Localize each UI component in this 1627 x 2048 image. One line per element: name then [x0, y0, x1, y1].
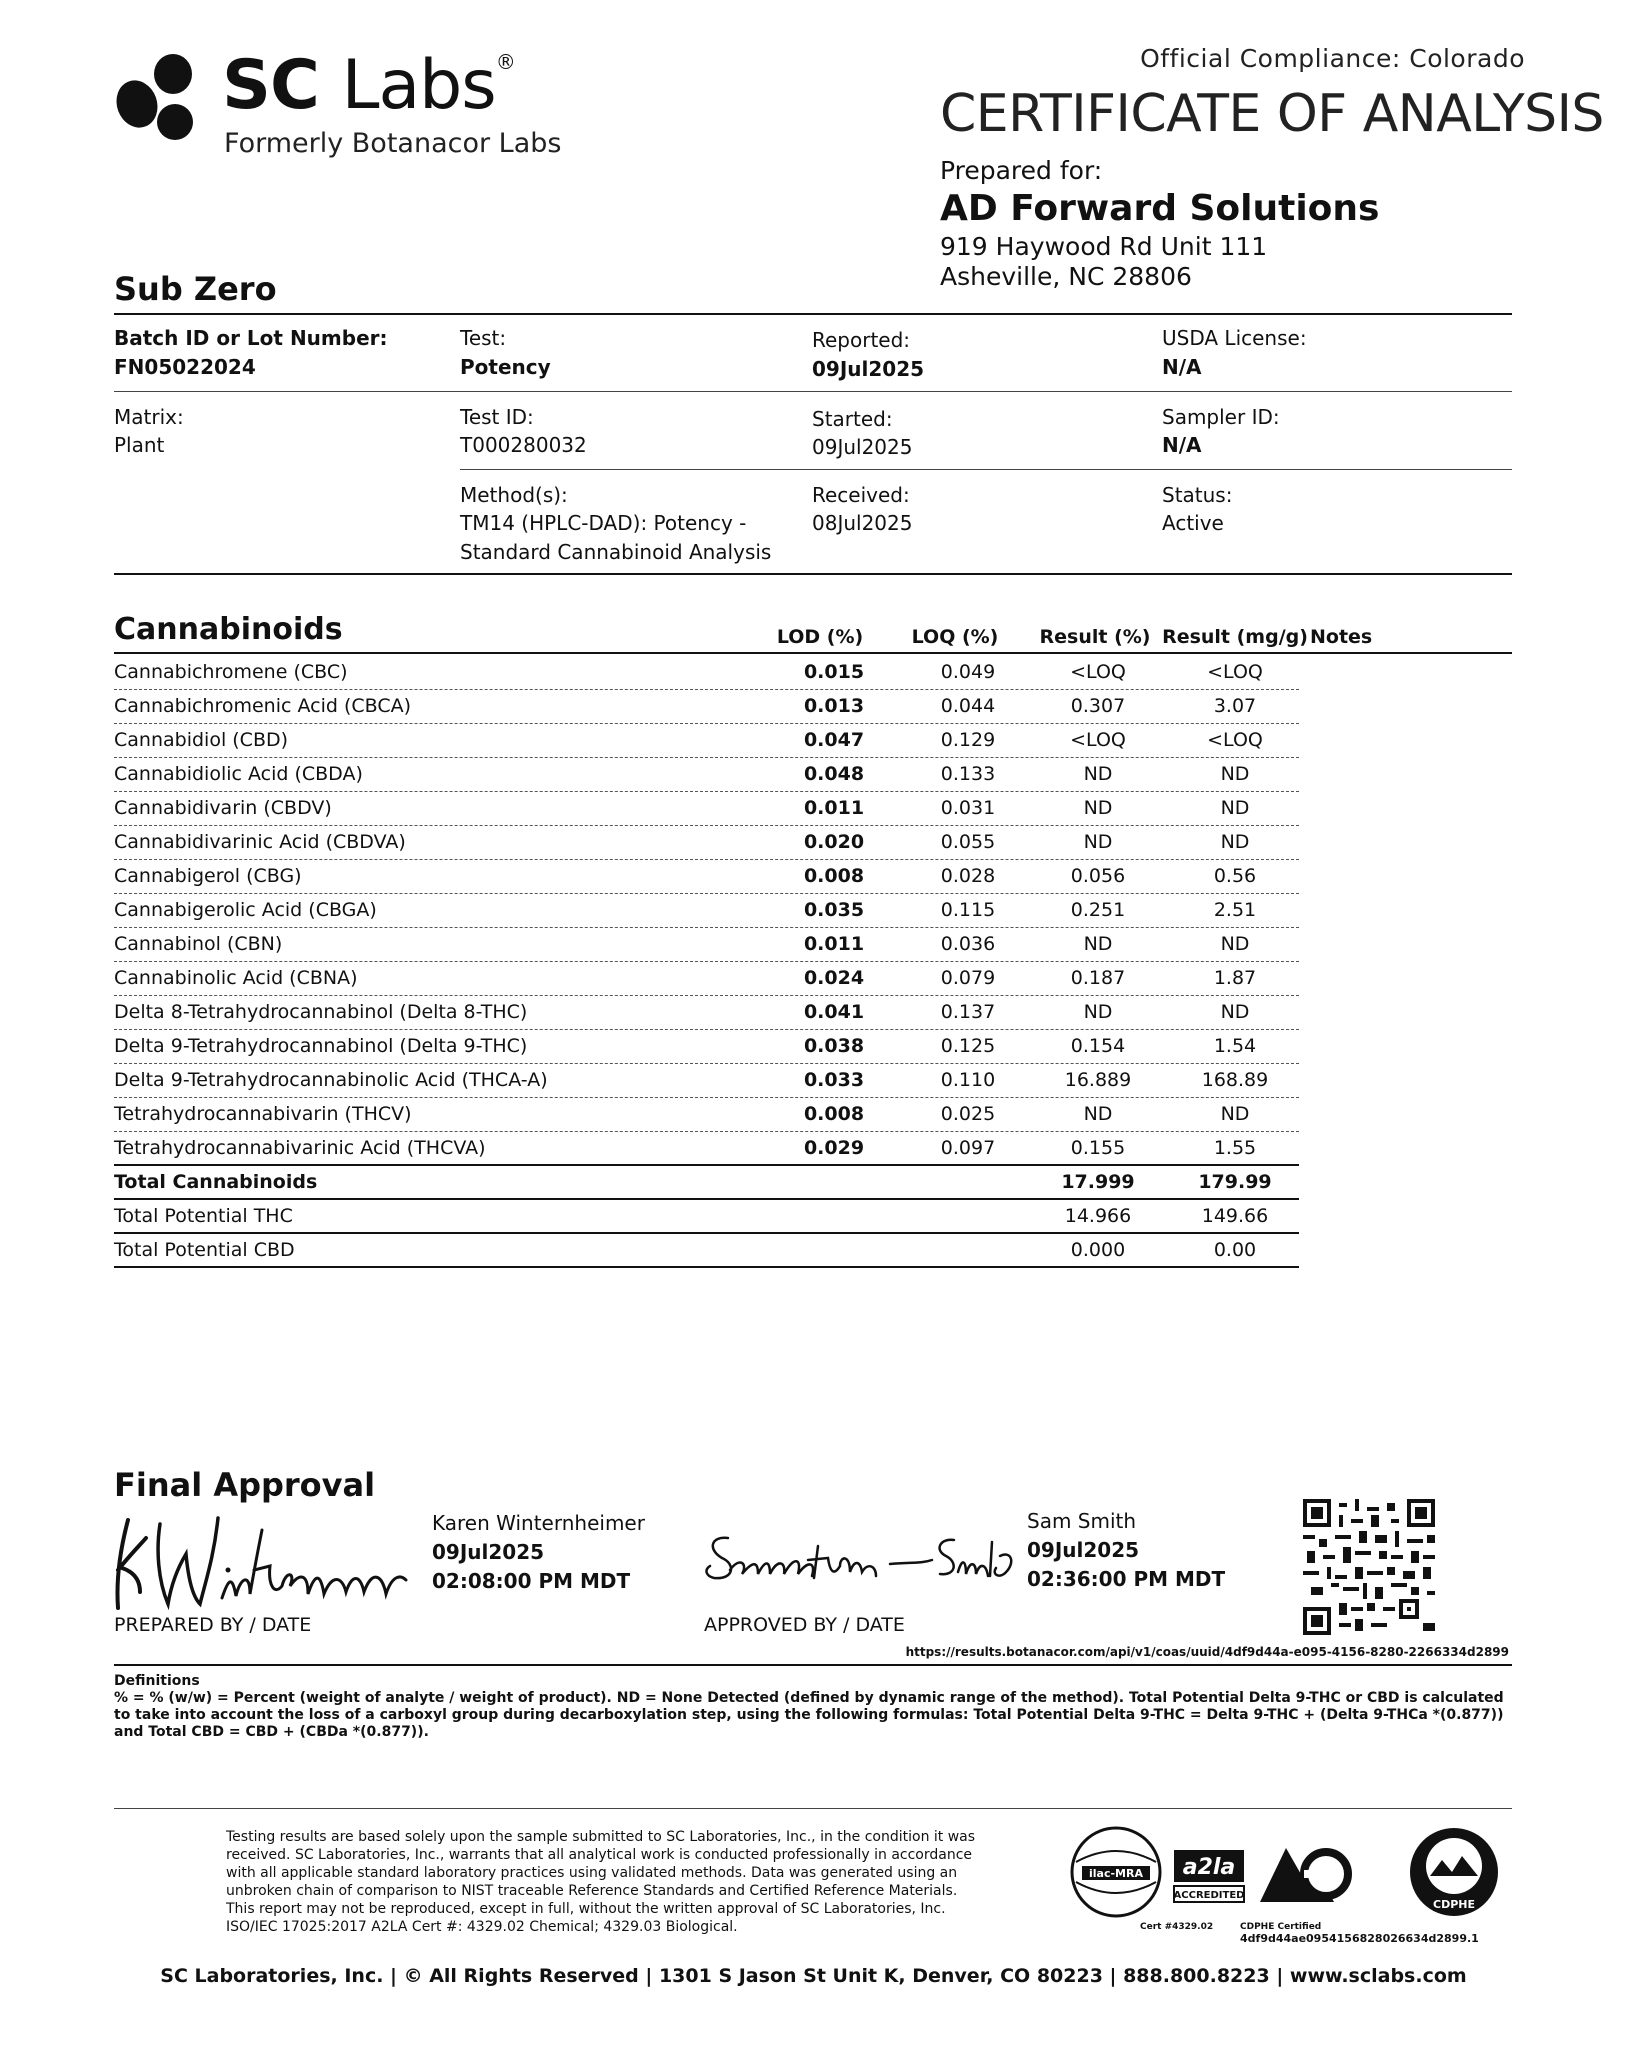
table-row [114, 792, 1299, 826]
table-row [114, 1132, 1299, 1166]
signer1-name: Karen Winternheimer [432, 1511, 645, 1535]
disclaimer-line: with all applicable standard laboratory practices using validated methods. Data was generated using an [226, 1865, 958, 1881]
total-result-mg: 179.99 [1198, 1171, 1272, 1193]
row-rule [114, 1266, 1299, 1268]
result-mg-value: ND [1220, 831, 1250, 853]
cannabinoid-name: Cannabichromene (CBC) [114, 661, 348, 683]
method-label: Method(s): [460, 483, 568, 507]
definitions-body: % = % (w/w) = Percent (weight of analyte / weight of product). ND = None Detected (defined by dynamic range of the method). Total Potential Delta 9-THC or CBD is calculated to take into account the loss of a carboxyl group during decarboxylation step, using the following formulas: Total Potential Delta 9-THC = Delta 9-THC + (Delta 9-THCa *(0.877)) and Total CBD = CBD + (CBDa *(0.877)). [114, 1690, 1504, 1740]
lod-value: 0.033 [803, 1069, 865, 1091]
result-pct-value: <LOQ [1070, 661, 1126, 683]
total-name: Total Potential THC [114, 1205, 293, 1227]
test-value: Potency [460, 355, 551, 379]
client-address-line1: 919 Haywood Rd Unit 111 [940, 232, 1268, 261]
definitions-heading: Definitions [114, 1673, 200, 1689]
lod-value: 0.008 [803, 865, 865, 887]
total-name: Total Cannabinoids [114, 1171, 318, 1193]
cannabinoid-name: Delta 9-Tetrahydrocannabinolic Acid (THCA-A) [114, 1069, 548, 1091]
loq-value: 0.115 [940, 899, 996, 921]
table-row [114, 996, 1299, 1030]
cannabinoid-name: Cannabigerolic Acid (CBGA) [114, 899, 377, 921]
lod-value: 0.020 [803, 831, 865, 853]
document-title: CERTIFICATE OF ANALYSIS [940, 84, 1604, 144]
cannabinoid-name: Cannabidiol (CBD) [114, 729, 289, 751]
total-result-pct: 14.966 [1064, 1205, 1132, 1227]
disclaimer [226, 1828, 1046, 1936]
test-label: Test: [460, 326, 507, 350]
signer2-name: Sam Smith [1027, 1509, 1137, 1533]
batch-value: FN05022024 [114, 355, 256, 379]
cannabinoid-name: Delta 9-Tetrahydrocannabinol (Delta 9-THC) [114, 1035, 528, 1057]
cannabinoid-name: Cannabichromenic Acid (CBCA) [114, 695, 412, 717]
cannabinoid-name: Tetrahydrocannabivarin (THCV) [114, 1103, 412, 1125]
header-result-mg: Result (mg/g) [1162, 626, 1308, 648]
table-row [114, 724, 1299, 758]
cdphe-certified-label: CDPHE Certified [1240, 1922, 1322, 1932]
loq-value: 0.097 [940, 1137, 996, 1159]
matrix-value: Plant [114, 433, 165, 457]
loq-value: 0.125 [940, 1035, 996, 1057]
result-pct-value: ND [1083, 1001, 1113, 1023]
cannabinoid-name: Cannabinolic Acid (CBNA) [114, 967, 358, 989]
total-row [114, 1234, 1299, 1268]
result-mg-value: 0.56 [1213, 865, 1257, 887]
result-mg-value: 168.89 [1201, 1069, 1269, 1091]
divider [114, 573, 1512, 575]
lod-value: 0.013 [803, 695, 865, 717]
result-pct-value: 0.307 [1070, 695, 1126, 717]
cdphe-cert-id: 4df9d44ae0954156828026634d2899.1 [1240, 1932, 1479, 1945]
result-mg-value: 1.54 [1213, 1035, 1257, 1057]
prepared-for-label: Prepared for: [940, 156, 1103, 185]
result-mg-value: 2.51 [1213, 899, 1257, 921]
ilac-mra-icon [1072, 1828, 1160, 1916]
header-notes: Notes [1310, 626, 1373, 648]
disclaimer-line: Testing results are based solely upon the sample submitted to SC Laboratories, Inc., in the condition it was [226, 1829, 976, 1845]
method-value-2: Standard Cannabinoid Analysis [460, 540, 772, 564]
started-value: 09Jul2025 [812, 435, 913, 459]
result-mg-value: ND [1220, 933, 1250, 955]
header-loq: LOQ (%) [911, 626, 999, 648]
test-id-label: Test ID: [460, 405, 534, 429]
result-pct-value: ND [1083, 763, 1113, 785]
result-mg-value: 3.07 [1213, 695, 1257, 717]
loq-value: 0.129 [940, 729, 996, 751]
total-result-pct: 17.999 [1061, 1171, 1135, 1193]
test-id-value: T000280032 [460, 433, 587, 457]
received-value: 08Jul2025 [812, 511, 913, 535]
a2la-accredited-icon [1174, 1850, 1245, 1902]
table-row [114, 1030, 1299, 1064]
sampler-value: N/A [1162, 433, 1202, 457]
result-pct-value: ND [1083, 1103, 1113, 1125]
divider [114, 1808, 1512, 1809]
matrix-label: Matrix: [114, 405, 184, 429]
lod-value: 0.047 [803, 729, 865, 751]
loq-value: 0.079 [940, 967, 996, 989]
lod-value: 0.029 [803, 1137, 865, 1159]
result-pct-value: <LOQ [1070, 729, 1126, 751]
svg-text:CDPHE: CDPHE [1433, 1898, 1475, 1911]
client-address-line2: Asheville, NC 28806 [940, 262, 1192, 291]
sampler-label: Sampler ID: [1162, 405, 1280, 429]
brand-name [222, 46, 515, 125]
table-row [114, 758, 1299, 792]
registered-mark: ® [495, 50, 515, 74]
table-header-rule [114, 652, 1512, 654]
table-row [114, 656, 1299, 690]
sc-labs-logo-icon [113, 50, 203, 142]
lod-value: 0.015 [803, 661, 865, 683]
cannabinoids-title: Cannabinoids [114, 612, 343, 647]
loq-value: 0.031 [940, 797, 996, 819]
reported-label: Reported: [812, 328, 911, 352]
cannabinoid-name: Cannabigerol (CBG) [114, 865, 302, 887]
result-pct-value: 16.889 [1064, 1069, 1132, 1091]
cannabinoid-name: Cannabinol (CBN) [114, 933, 283, 955]
total-result-pct: 0.000 [1070, 1239, 1126, 1261]
lod-value: 0.041 [803, 1001, 865, 1023]
signer2-date: 09Jul2025 [1027, 1538, 1140, 1562]
signer2-block [1027, 1507, 1225, 1594]
usda-value: N/A [1162, 355, 1202, 379]
cannabinoid-name: Tetrahydrocannabivarinic Acid (THCVA) [114, 1137, 486, 1159]
usda-label: USDA License: [1162, 326, 1307, 350]
disclaimer-line: This report may not be reproduced, except in full, without the written approval of SC Laboratories, Inc. [226, 1901, 946, 1917]
qr-code-icon[interactable] [1303, 1498, 1435, 1636]
divider [114, 391, 1512, 392]
loq-value: 0.055 [940, 831, 996, 853]
final-approval-title: Final Approval [114, 1466, 376, 1504]
signer1-date: 09Jul2025 [432, 1540, 545, 1564]
started-label: Started: [812, 407, 893, 431]
lod-value: 0.035 [803, 899, 865, 921]
svg-text:ilac-MRA: ilac-MRA [1089, 1867, 1143, 1880]
signature-sam-smith [700, 1520, 1020, 1600]
brand-bold: SC [222, 46, 319, 125]
brand-light: Labs [341, 46, 496, 125]
accreditation-badges [1064, 1822, 1514, 1922]
disclaimer-line: received. SC Laboratories, Inc., warrants that all analytical work is conducted professionally in accordance [226, 1847, 973, 1863]
svg-text:ACCREDITED: ACCREDITED [1173, 1890, 1245, 1901]
disclaimer-line: unbroken chain of comparison to NIST traceable Reference Standards and Certified Reference Materials. [226, 1883, 958, 1899]
table-row [114, 928, 1299, 962]
table-row [114, 860, 1299, 894]
loq-value: 0.137 [940, 1001, 996, 1023]
result-mg-value: ND [1220, 1103, 1250, 1125]
result-pct-value: 0.154 [1070, 1035, 1126, 1057]
table-row [114, 690, 1299, 724]
loq-value: 0.036 [940, 933, 996, 955]
cert-number: Cert #4329.02 [1140, 1922, 1214, 1932]
lod-value: 0.038 [803, 1035, 865, 1057]
result-mg-value: 1.87 [1213, 967, 1257, 989]
cannabinoid-name: Delta 8-Tetrahydrocannabinol (Delta 8-THC) [114, 1001, 528, 1023]
signer1-block [432, 1509, 645, 1596]
disclaimer-line: ISO/IEC 17025:2017 A2LA Cert #: 4329.02 Chemical; 4329.03 Biological. [226, 1919, 738, 1935]
total-result-mg: 0.00 [1213, 1239, 1257, 1261]
colorado-logo-icon [1260, 1848, 1348, 1902]
received-label: Received: [812, 483, 910, 507]
result-pct-value: 0.187 [1070, 967, 1126, 989]
header-result-pct: Result (%) [1039, 626, 1151, 648]
cannabinoid-name: Cannabidivarin (CBDV) [114, 797, 332, 819]
signer2-time: 02:36:00 PM MDT [1027, 1567, 1226, 1591]
result-pct-value: ND [1083, 831, 1113, 853]
table-row [114, 894, 1299, 928]
result-mg-value: ND [1220, 1001, 1250, 1023]
total-name: Total Potential CBD [114, 1239, 295, 1261]
result-mg-value: <LOQ [1207, 729, 1263, 751]
approved-by-label: APPROVED BY / DATE [704, 1614, 905, 1636]
result-pct-value: 0.251 [1070, 899, 1126, 921]
table-row [114, 826, 1299, 860]
status-label: Status: [1162, 483, 1233, 507]
cannabinoid-name: Cannabidivarinic Acid (CBDVA) [114, 831, 406, 853]
result-mg-value: <LOQ [1207, 661, 1263, 683]
table-row [114, 962, 1299, 996]
total-result-mg: 149.66 [1201, 1205, 1269, 1227]
compliance-label: Official Compliance: Colorado [1140, 44, 1525, 73]
qr-url-link[interactable]: https://results.botanacor.com/api/v1/coas/uuid/4df9d44a-e095-4156-8280-2266334d2899 [905, 1645, 1509, 1659]
total-row [114, 1200, 1299, 1234]
result-pct-value: 0.056 [1070, 865, 1126, 887]
cdphe-icon [1410, 1828, 1498, 1916]
prepared-by-label: PREPARED BY / DATE [114, 1614, 312, 1636]
table-row [114, 1098, 1299, 1132]
svg-text:a2la: a2la [1182, 1855, 1236, 1880]
loq-value: 0.044 [940, 695, 996, 717]
result-mg-value: ND [1220, 797, 1250, 819]
cannabinoid-name: Cannabidiolic Acid (CBDA) [114, 763, 363, 785]
lod-value: 0.008 [803, 1103, 865, 1125]
reported-value: 09Jul2025 [812, 357, 925, 381]
divider [114, 313, 1512, 315]
header-lod: LOD (%) [776, 626, 864, 648]
result-mg-value: 1.55 [1213, 1137, 1257, 1159]
brand-subtitle: Formerly Botanacor Labs [224, 128, 562, 159]
result-mg-value: ND [1220, 763, 1250, 785]
divider [114, 1664, 1512, 1666]
product-name: Sub Zero [114, 270, 277, 308]
signer1-time: 02:08:00 PM MDT [432, 1569, 631, 1593]
lod-value: 0.011 [803, 797, 865, 819]
loq-value: 0.025 [940, 1103, 996, 1125]
loq-value: 0.133 [940, 763, 996, 785]
result-pct-value: ND [1083, 797, 1113, 819]
result-pct-value: ND [1083, 933, 1113, 955]
client-name: AD Forward Solutions [940, 188, 1380, 229]
batch-label: Batch ID or Lot Number: [114, 326, 388, 350]
loq-value: 0.049 [940, 661, 996, 683]
total-row [114, 1166, 1299, 1200]
footer: SC Laboratories, Inc. | © All Rights Reserved | 1301 S Jason St Unit K, Denver, CO 80223 | 888.800.8223 | www.sclabs.com [160, 1965, 1467, 1987]
loq-value: 0.028 [940, 865, 996, 887]
lod-value: 0.024 [803, 967, 865, 989]
method-value-1: TM14 (HPLC-DAD): Potency - [460, 511, 747, 535]
status-value: Active [1162, 511, 1224, 535]
table-row [114, 1064, 1299, 1098]
lod-value: 0.048 [803, 763, 865, 785]
divider [460, 469, 1512, 470]
result-pct-value: 0.155 [1070, 1137, 1126, 1159]
signature-karen-winternheimer [110, 1500, 410, 1615]
loq-value: 0.110 [940, 1069, 996, 1091]
lod-value: 0.011 [803, 933, 865, 955]
